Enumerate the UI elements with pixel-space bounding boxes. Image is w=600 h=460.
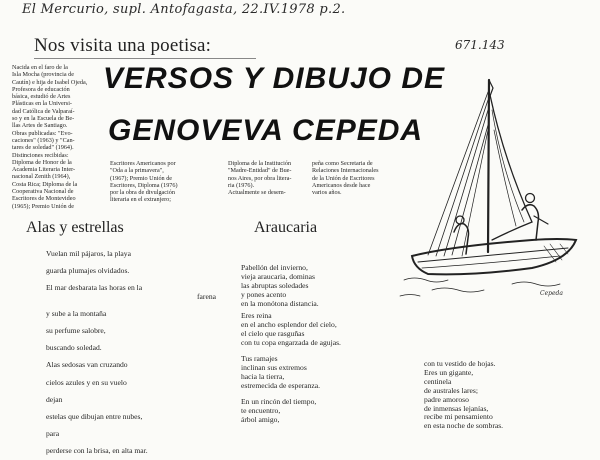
sailboat-drawing bbox=[392, 70, 596, 305]
text-line: (1967); Premio Unión de bbox=[110, 174, 173, 182]
text-line: con tu vestido de hojas. bbox=[424, 359, 496, 368]
text-line: farena bbox=[197, 291, 216, 301]
text-line: En un rincón del tiempo, bbox=[241, 397, 317, 406]
text-line: Eres un gigante, bbox=[424, 367, 474, 377]
text-line: estremecida de esperanza. bbox=[241, 380, 321, 390]
poem-2-stanza-3 bbox=[241, 355, 411, 391]
text-line: nacional Zenith (1964), bbox=[12, 173, 71, 181]
text-line: caciones" (1963) y "Can- bbox=[12, 136, 75, 144]
kicker: Nos visita una poetisa: bbox=[34, 35, 212, 56]
text-line: "Madre-Entidad" de Bue- bbox=[228, 167, 292, 175]
text-line: y pones acento bbox=[241, 289, 287, 299]
bio-column-1 bbox=[12, 64, 100, 210]
text-line: llas Artes de Santiago. bbox=[12, 122, 68, 130]
text-line: Costa Rica; Diploma de la bbox=[12, 180, 78, 188]
text-line: Profesora de educación bbox=[12, 85, 70, 93]
poem-1-text bbox=[46, 245, 216, 460]
text-line: en la monótona distancia. bbox=[241, 298, 319, 308]
text-line: cielos azules y en su vuelo bbox=[46, 377, 127, 387]
text-line: de australes lares; bbox=[424, 385, 478, 395]
poem-2-stanza-2 bbox=[241, 312, 411, 348]
text-line: con tu copa engarzada de agujas. bbox=[241, 337, 341, 347]
text-line: te encuentro, bbox=[241, 405, 281, 415]
text-line: Americanos desde hace bbox=[312, 181, 371, 189]
poem-2-title: Araucaria bbox=[254, 219, 318, 236]
text-line: "Oda a la primavera", bbox=[110, 167, 164, 175]
text-line: El mar desbarata las horas en la bbox=[46, 283, 143, 293]
text-line: de la Unión de Escritores bbox=[312, 174, 375, 182]
text-line: en esta noche de sombras. bbox=[424, 421, 504, 431]
text-line: Pabellón del invierno, bbox=[241, 263, 308, 272]
text-line: ria (1976). bbox=[228, 181, 255, 189]
text-line: básica, estudió de Artes bbox=[12, 93, 71, 101]
handwritten-source-note: El Mercurio, supl. Antofagasta, 22.IV.1978 p.2. bbox=[22, 2, 346, 17]
text-line: Alas sedosas van cruzando bbox=[46, 360, 128, 370]
text-line: en el ancho esplendor del cielo, bbox=[241, 319, 337, 329]
text-line: vieja araucaria, dominas bbox=[241, 271, 316, 281]
text-line: Nacida en el faro de la bbox=[12, 64, 68, 71]
text-line: hacia la tierra, bbox=[241, 371, 285, 381]
text-line: dad Católica de Valparaí- bbox=[12, 107, 75, 115]
text-line: Isla Mocha (provincia de bbox=[12, 71, 75, 79]
text-line: padre amoroso bbox=[424, 394, 469, 404]
text-line: para bbox=[46, 429, 60, 439]
text-line: Tus ramajes bbox=[241, 354, 278, 363]
text-line: nos Aires, por obra litera- bbox=[228, 174, 292, 182]
text-line: recibe mi pensamiento bbox=[424, 412, 493, 422]
text-line: estelas que dibujan entre nubes, bbox=[46, 412, 143, 422]
text-line: Academia Literaria Inter- bbox=[12, 166, 76, 174]
text-line: Actualmente se desem- bbox=[228, 189, 286, 197]
text-line: Escritores Americanos por bbox=[110, 160, 176, 167]
bio-column-4 bbox=[312, 160, 402, 196]
text-line: Diploma de la Institución bbox=[228, 160, 292, 167]
text-line: y sube a la montaña bbox=[46, 308, 107, 318]
text-line: Distinciones recibidas: bbox=[12, 151, 69, 159]
headline-line-2: GENOVEVA CEPEDA bbox=[108, 114, 424, 147]
headline-line-1: VERSOS Y DIBUJO DE bbox=[103, 62, 445, 95]
text-line: Escritores, Diploma (1976) bbox=[110, 181, 178, 189]
text-line: Cautín) e hija de Isabel Ojeda, bbox=[12, 78, 88, 86]
text-line: buscando soledad. bbox=[46, 343, 102, 353]
text-line: perderse con la brisa, en alta mar. bbox=[46, 446, 148, 456]
text-line: el cielo que rasguñas bbox=[241, 328, 305, 338]
text-line: Diploma de Honor de la bbox=[12, 158, 72, 166]
poem-2-continued bbox=[424, 360, 594, 431]
text-line: varios años. bbox=[312, 189, 342, 197]
text-line: su perfume salobre, bbox=[46, 326, 106, 336]
poem-2-stanza-4 bbox=[241, 398, 411, 425]
text-line: de inmensas lejanías, bbox=[424, 403, 489, 413]
text-line: literaria en el extranjero; bbox=[110, 196, 171, 204]
text-line: guarda plumajes olvidados. bbox=[46, 266, 130, 276]
text-line: árbol amigo, bbox=[241, 414, 280, 424]
text-line: (1965); Premio Unión de bbox=[12, 202, 75, 210]
bio-column-3 bbox=[228, 160, 310, 196]
handwritten-catalog-number: 671.143 bbox=[455, 38, 505, 52]
bio-column-2 bbox=[110, 160, 202, 204]
text-line: por la obra de divulgación bbox=[110, 189, 175, 197]
text-line: tares de soledad" (1964). bbox=[12, 144, 74, 152]
poem-2-stanza-1 bbox=[241, 264, 411, 309]
text-line: dejan bbox=[46, 394, 63, 404]
text-line: so y en la Escuela de Be- bbox=[12, 115, 75, 123]
text-line: inclinan sus extremos bbox=[241, 362, 307, 372]
drawing-signature: Cepeda bbox=[540, 290, 563, 297]
text-line: las abruptas soledades bbox=[241, 280, 309, 290]
text-line: Escritores de Montevideo bbox=[12, 195, 76, 203]
text-line: Vuelan mil pájaros, la playa bbox=[46, 249, 131, 258]
text-line: peña como Secretaria de bbox=[312, 160, 373, 167]
poem-1-title: Alas y estrellas bbox=[26, 219, 124, 236]
text-line: Obras publicadas: "Evo- bbox=[12, 129, 73, 137]
text-line: Plásticas en la Universi- bbox=[12, 100, 72, 108]
text-line: Cooperativa Nacional de bbox=[12, 188, 74, 196]
text-line: Relaciones Internacionales bbox=[312, 167, 379, 175]
text-line: Eres reina bbox=[241, 311, 272, 320]
kicker-underline bbox=[34, 58, 256, 59]
text-line: centinela bbox=[424, 376, 452, 386]
